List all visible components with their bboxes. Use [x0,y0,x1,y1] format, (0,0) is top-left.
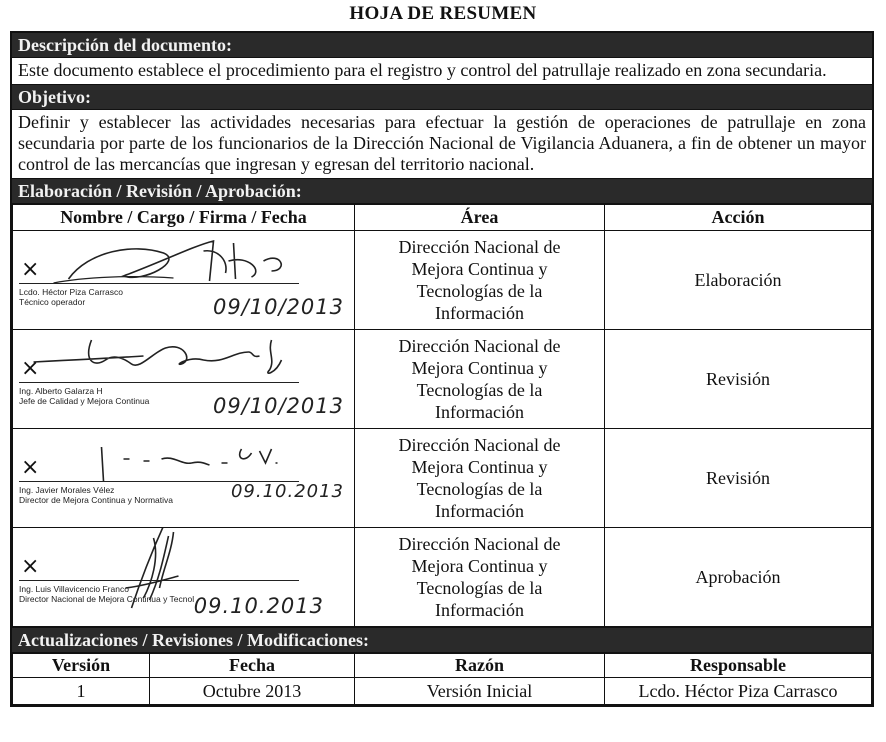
approval-table [12,204,872,627]
signature-line [19,382,299,383]
signer-position: Director de Mejora Continua y Normativa [19,495,174,505]
area-line: Tecnologías de la [416,281,543,301]
area-line: Mejora Continua y [411,457,548,477]
table-row [13,678,872,705]
area-line: Información [435,501,524,521]
column-header-action: Acción [605,205,872,231]
description-text: Este documento establece el procedimiento para el registro y control del patrullaje realizado en zona secundaria. [12,58,872,85]
reason-cell: Versión Inicial [355,678,605,705]
version-cell: 1 [13,678,150,705]
summary-frame [10,31,874,707]
area-line: Tecnologías de la [416,578,543,598]
signature-line [19,283,299,284]
signature-mark: × [21,554,40,579]
approval-table-header [13,205,872,231]
signature-date: 09.10.2013 [230,481,344,502]
area-line: Información [435,303,524,323]
area-line: Dirección Nacional de [398,336,561,356]
objective-header: Objetivo: [12,85,872,110]
signature-date: 09/10/2013 [212,394,344,418]
action-cell: Elaboración [605,231,872,330]
action-cell: Revisión [605,330,872,429]
area-line: Información [435,600,524,620]
objective-text: Definir y establecer las actividades necesarias para efectuar la gestión de operaciones de patrullaje en zona secundaria por parte de los funcionarios de la Dirección Nacional de Vigilancia Aduanera, a fin de obtener un mayor control de las mercancías que ingresan y egresan del territorio nacional. [12,110,872,179]
column-header-area: Área [355,205,605,231]
area-cell [355,330,605,429]
signature-mark: × [21,356,40,381]
area-line: Información [435,402,524,422]
signature-date: 09/10/2013 [212,295,344,319]
area-line: Dirección Nacional de [398,237,561,257]
area-line: Tecnologías de la [416,479,543,499]
date-cell: Octubre 2013 [150,678,355,705]
table-row [13,429,872,528]
signer-name: Ing. Javier Morales Vélez [19,485,115,495]
signer-name: Ing. Luis Villavicencio Franco [19,584,129,594]
area-cell [355,231,605,330]
area-line: Mejora Continua y [411,556,548,576]
area-line: Mejora Continua y [411,259,548,279]
column-header-responsible: Responsable [605,654,872,678]
signature-mark: × [21,257,40,282]
signature-date: 09.10.2013 [193,594,324,618]
signature-cell [13,231,355,330]
updates-table [12,653,872,705]
handwritten-signature-javier [13,429,354,527]
column-header-reason: Razón [355,654,605,678]
description-header: Descripción del documento: [12,33,872,58]
updates-table-header [13,654,872,678]
column-header-version: Versión [13,654,150,678]
page-title: HOJA DE RESUMEN [349,3,537,24]
area-line: Dirección Nacional de [398,435,561,455]
area-line: Tecnologías de la [416,380,543,400]
responsible-cell: Lcdo. Héctor Piza Carrasco [605,678,872,705]
signer-position: Jefe de Calidad y Mejora Continua [19,396,150,406]
action-cell: Revisión [605,429,872,528]
column-header-date: Fecha [150,654,355,678]
updates-header: Actualizaciones / Revisiones / Modificaciones: [12,627,872,653]
area-line: Dirección Nacional de [398,534,561,554]
area-line: Mejora Continua y [411,358,548,378]
table-row [13,231,872,330]
signature-cell [13,429,355,528]
table-row [13,528,872,627]
signature-cell [13,528,355,627]
signature-cell [13,330,355,429]
column-header-name: Nombre / Cargo / Firma / Fecha [13,205,355,231]
signer-position: Director Nacional de Mejora Continua y Tecnol [19,594,195,604]
area-cell [355,528,605,627]
table-row [13,330,872,429]
action-cell: Aprobación [605,528,872,627]
signer-position: Técnico operador [19,297,86,307]
signature-line [19,580,299,581]
approval-header: Elaboración / Revisión / Aprobación: [12,179,872,204]
signer-name: Ing. Alberto Galarza H [19,386,103,396]
signer-name: Lcdo. Héctor Piza Carrasco [19,287,123,297]
area-cell [355,429,605,528]
signature-mark: × [21,455,40,480]
